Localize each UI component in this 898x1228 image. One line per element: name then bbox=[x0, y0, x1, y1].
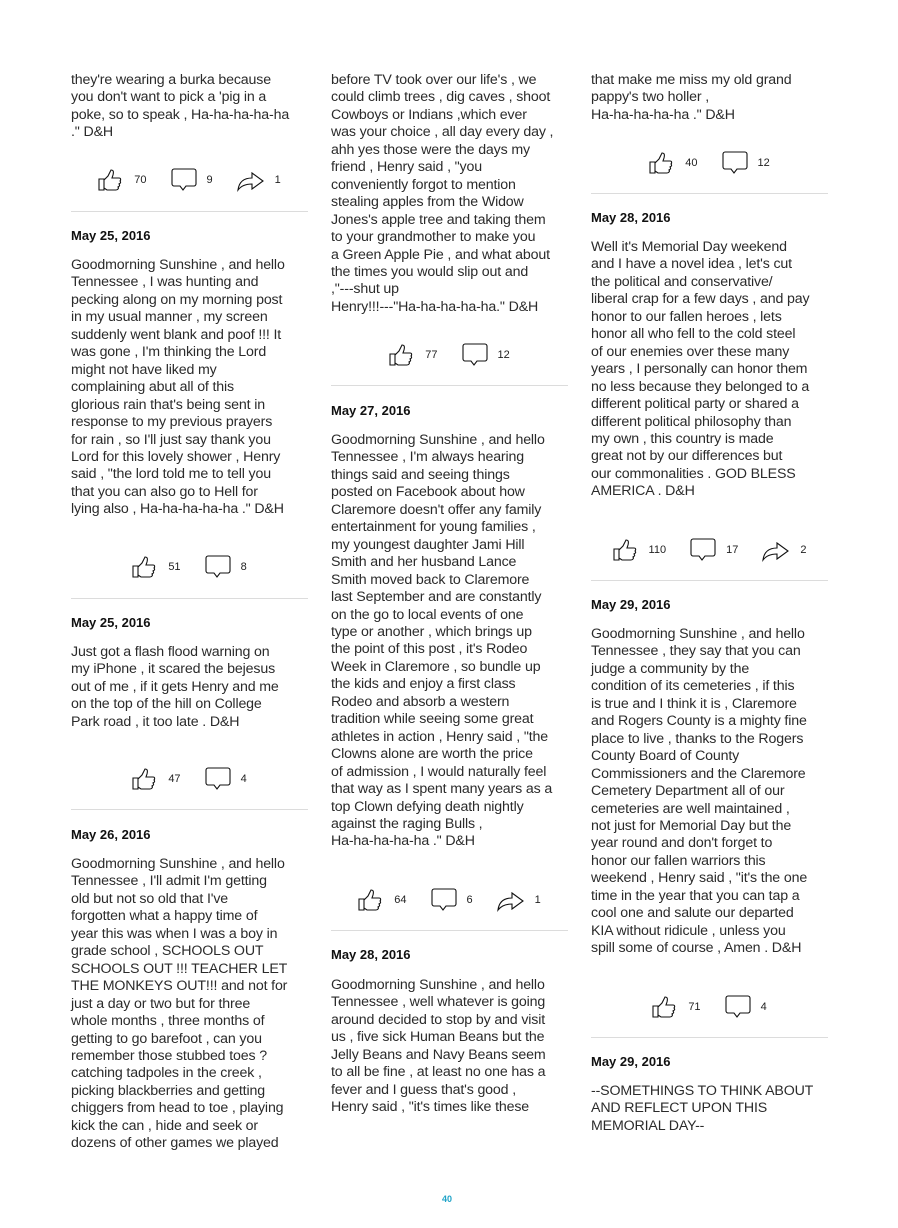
post-text: --SOMETHINGS TO THINK ABOUT AND REFLECT UPON THIS MEMORIAL DAY-- bbox=[591, 1083, 814, 1134]
comment-count: 12 bbox=[757, 157, 770, 169]
divider bbox=[71, 598, 308, 599]
comment-icon[interactable] bbox=[462, 343, 488, 367]
reactions bbox=[331, 343, 568, 367]
comment-count: 4 bbox=[760, 1001, 767, 1013]
post-date: May 27, 2016 bbox=[331, 403, 411, 418]
reactions bbox=[591, 538, 828, 562]
reactions bbox=[591, 151, 828, 175]
like-count: 110 bbox=[648, 544, 667, 556]
comment-icon[interactable] bbox=[725, 995, 751, 1019]
like-icon[interactable] bbox=[98, 168, 124, 192]
comment-icon[interactable] bbox=[722, 151, 748, 175]
like-icon[interactable] bbox=[132, 767, 158, 791]
post-date: May 25, 2016 bbox=[71, 615, 151, 630]
like-count: 51 bbox=[168, 561, 181, 573]
comment-count: 8 bbox=[240, 561, 247, 573]
like-count: 70 bbox=[134, 174, 147, 186]
divider bbox=[591, 580, 828, 581]
like-icon[interactable] bbox=[132, 555, 158, 579]
comment-icon[interactable] bbox=[171, 168, 197, 192]
like-count: 77 bbox=[425, 349, 438, 361]
post-date: May 25, 2016 bbox=[71, 228, 151, 243]
divider bbox=[331, 930, 568, 931]
comment-count: 17 bbox=[726, 544, 739, 556]
comment-count: 12 bbox=[497, 349, 510, 361]
reactions bbox=[331, 888, 568, 912]
post-text: they're wearing a burka because you don't want to pick a 'pig in a poke, so to speak , Ha-ha-ha-ha-ha ." D&H bbox=[71, 72, 290, 141]
share-count: 2 bbox=[800, 544, 807, 556]
post-text: Goodmorning Sunshine , and hello Tennessee , I'll admit I'm getting old but not so old that I've forgotten what a happy time of year this was when I was a boy in grade school , SCHOOLS OUT SCHOOLS OUT !!! TEACHER LET THE MONKEYS OUT!!! and not for just a day or two but for three whole months , three months of getting to go barefoot , can you remember those stubbed toes ? catching tadpoles in the creek , picking blackberries and getting chiggers from head to toe , playing kick the can , hide and seek or dozens of other games we played bbox=[71, 856, 288, 1152]
post-text: before TV took over our life's , we could climb trees , dig caves , shoot Cowboys or Indians ,which ever was your choice , all day every day , ahh yes those were the days my friend , Henry said , "you conveniently forgot to mention stealing apples from the Widow Jones's apple tree and taking them to your grandmother to make you a Green Apple Pie , and what about the times you would slip out and ,"---shut up Henry!!!---"Ha-ha-ha-ha-ha." D&H bbox=[331, 72, 554, 315]
like-count: 71 bbox=[688, 1001, 701, 1013]
reactions bbox=[71, 767, 308, 791]
post-text: Goodmorning Sunshine , and hello Tennessee , well whatever is going around decided to stop by and visit us , five sick Human Beans but the Jelly Beans and Navy Beans seem to all be fine , at least no one has a fever and I guess that's good , Henry said , "it's times like these bbox=[331, 977, 546, 1116]
post-date: May 29, 2016 bbox=[591, 597, 671, 612]
share-count: 1 bbox=[534, 894, 541, 906]
post-text: Well it's Memorial Day weekend and I have a novel idea , let's cut the political and conservative/ liberal crap for a few days , and pay honor to our fallen heroes , lets honor all who fell to the cold steel of our enemies over these many years , I personally can honor them no less because they belonged to a different political party or shared a different political philosophy than my own , this country is made great not by our differences but our commonalities . GOD BLESS AMERICA . D&H bbox=[591, 239, 810, 500]
page-number: 40 bbox=[442, 1194, 453, 1204]
post-text: Just got a flash flood warning on my iPhone , it scared the bejesus out of me , if it gets Henry and me on the top of the hill on College Park road , it too late . D&H bbox=[71, 644, 279, 730]
comment-count: 6 bbox=[466, 894, 473, 906]
comment-count: 4 bbox=[240, 773, 247, 785]
share-icon[interactable] bbox=[237, 168, 265, 192]
post-text: Goodmorning Sunshine , and hello Tennessee , I was hunting and pecking along on my morning post in my usual manner , my screen suddenly went blank and poof !!! It was gone , I'm thinking the Lord might not have liked my complaining abut all of this glorious rain that's being sent in response to my previous prayers for rain , so I'll just say thank you Lord for this lovely shower , Henry said , "the lord told me to tell you that you can also go to Hell for lying also , Ha-ha-ha-ha-ha ." D&H bbox=[71, 257, 285, 518]
share-count: 1 bbox=[274, 174, 281, 186]
comment-icon[interactable] bbox=[205, 767, 231, 791]
like-icon[interactable] bbox=[613, 538, 639, 562]
comment-icon[interactable] bbox=[431, 888, 457, 912]
like-icon[interactable] bbox=[389, 343, 415, 367]
share-icon[interactable] bbox=[762, 538, 790, 562]
reactions bbox=[71, 168, 308, 192]
share-icon[interactable] bbox=[497, 888, 525, 912]
divider bbox=[591, 193, 828, 194]
like-icon[interactable] bbox=[649, 151, 675, 175]
post-text: Goodmorning Sunshine , and hello Tennessee , they say that you can judge a community by the condition of its cemeteries , if this is true and I think it is , Claremore and Rogers County is a mighty fine place to live , thanks to the Rogers County Board of County Commissioners and the Claremore Cemetery Department all of our cemeteries are well maintained , not just for Memorial Day but the year round and don't forget to honor our fallen warriors this weekend , Henry said , "it's the one time in the year that you can tap a cool one and salute our departed KIA without ridicule , unless you spill some of course , Amen . D&H bbox=[591, 626, 808, 957]
divider bbox=[71, 211, 308, 212]
post-text: that make me miss my old grand pappy's two holler , Ha-ha-ha-ha-ha ." D&H bbox=[591, 72, 792, 123]
like-count: 47 bbox=[168, 773, 181, 785]
divider bbox=[331, 385, 568, 386]
reactions bbox=[591, 995, 828, 1019]
comment-icon[interactable] bbox=[690, 538, 716, 562]
like-count: 64 bbox=[394, 894, 407, 906]
post-date: May 29, 2016 bbox=[591, 1054, 671, 1069]
comment-icon[interactable] bbox=[205, 555, 231, 579]
comment-count: 9 bbox=[206, 174, 213, 186]
divider bbox=[591, 1037, 828, 1038]
reactions bbox=[71, 555, 308, 579]
post-date: May 26, 2016 bbox=[71, 827, 151, 842]
post-text: Goodmorning Sunshine , and hello Tennessee , I'm always hearing things said and seeing things posted on Facebook about how Claremore doesn't offer any family entertainment for young families , my youngest daughter Jami Hill Smith and her husband Lance Smith moved back to Claremore last September and are constantly on the go to local events of one type or another , which brings up the point of this post , it's Rodeo Week in Claremore , so bundle up the kids and enjoy a first class Rodeo and absorb a western tradition while seeing some great athletes in action , Henry said , "the Clowns alone are worth the price of admission , I would naturally feel that way as I spent many years as a top Clown defying death nightly against the raging Bulls , Ha-ha-ha-ha-ha ." D&H bbox=[331, 432, 553, 850]
like-count: 40 bbox=[685, 157, 698, 169]
divider bbox=[71, 809, 308, 810]
post-date: May 28, 2016 bbox=[591, 210, 671, 225]
like-icon[interactable] bbox=[358, 888, 384, 912]
post-date: May 28, 2016 bbox=[331, 947, 411, 962]
like-icon[interactable] bbox=[652, 995, 678, 1019]
